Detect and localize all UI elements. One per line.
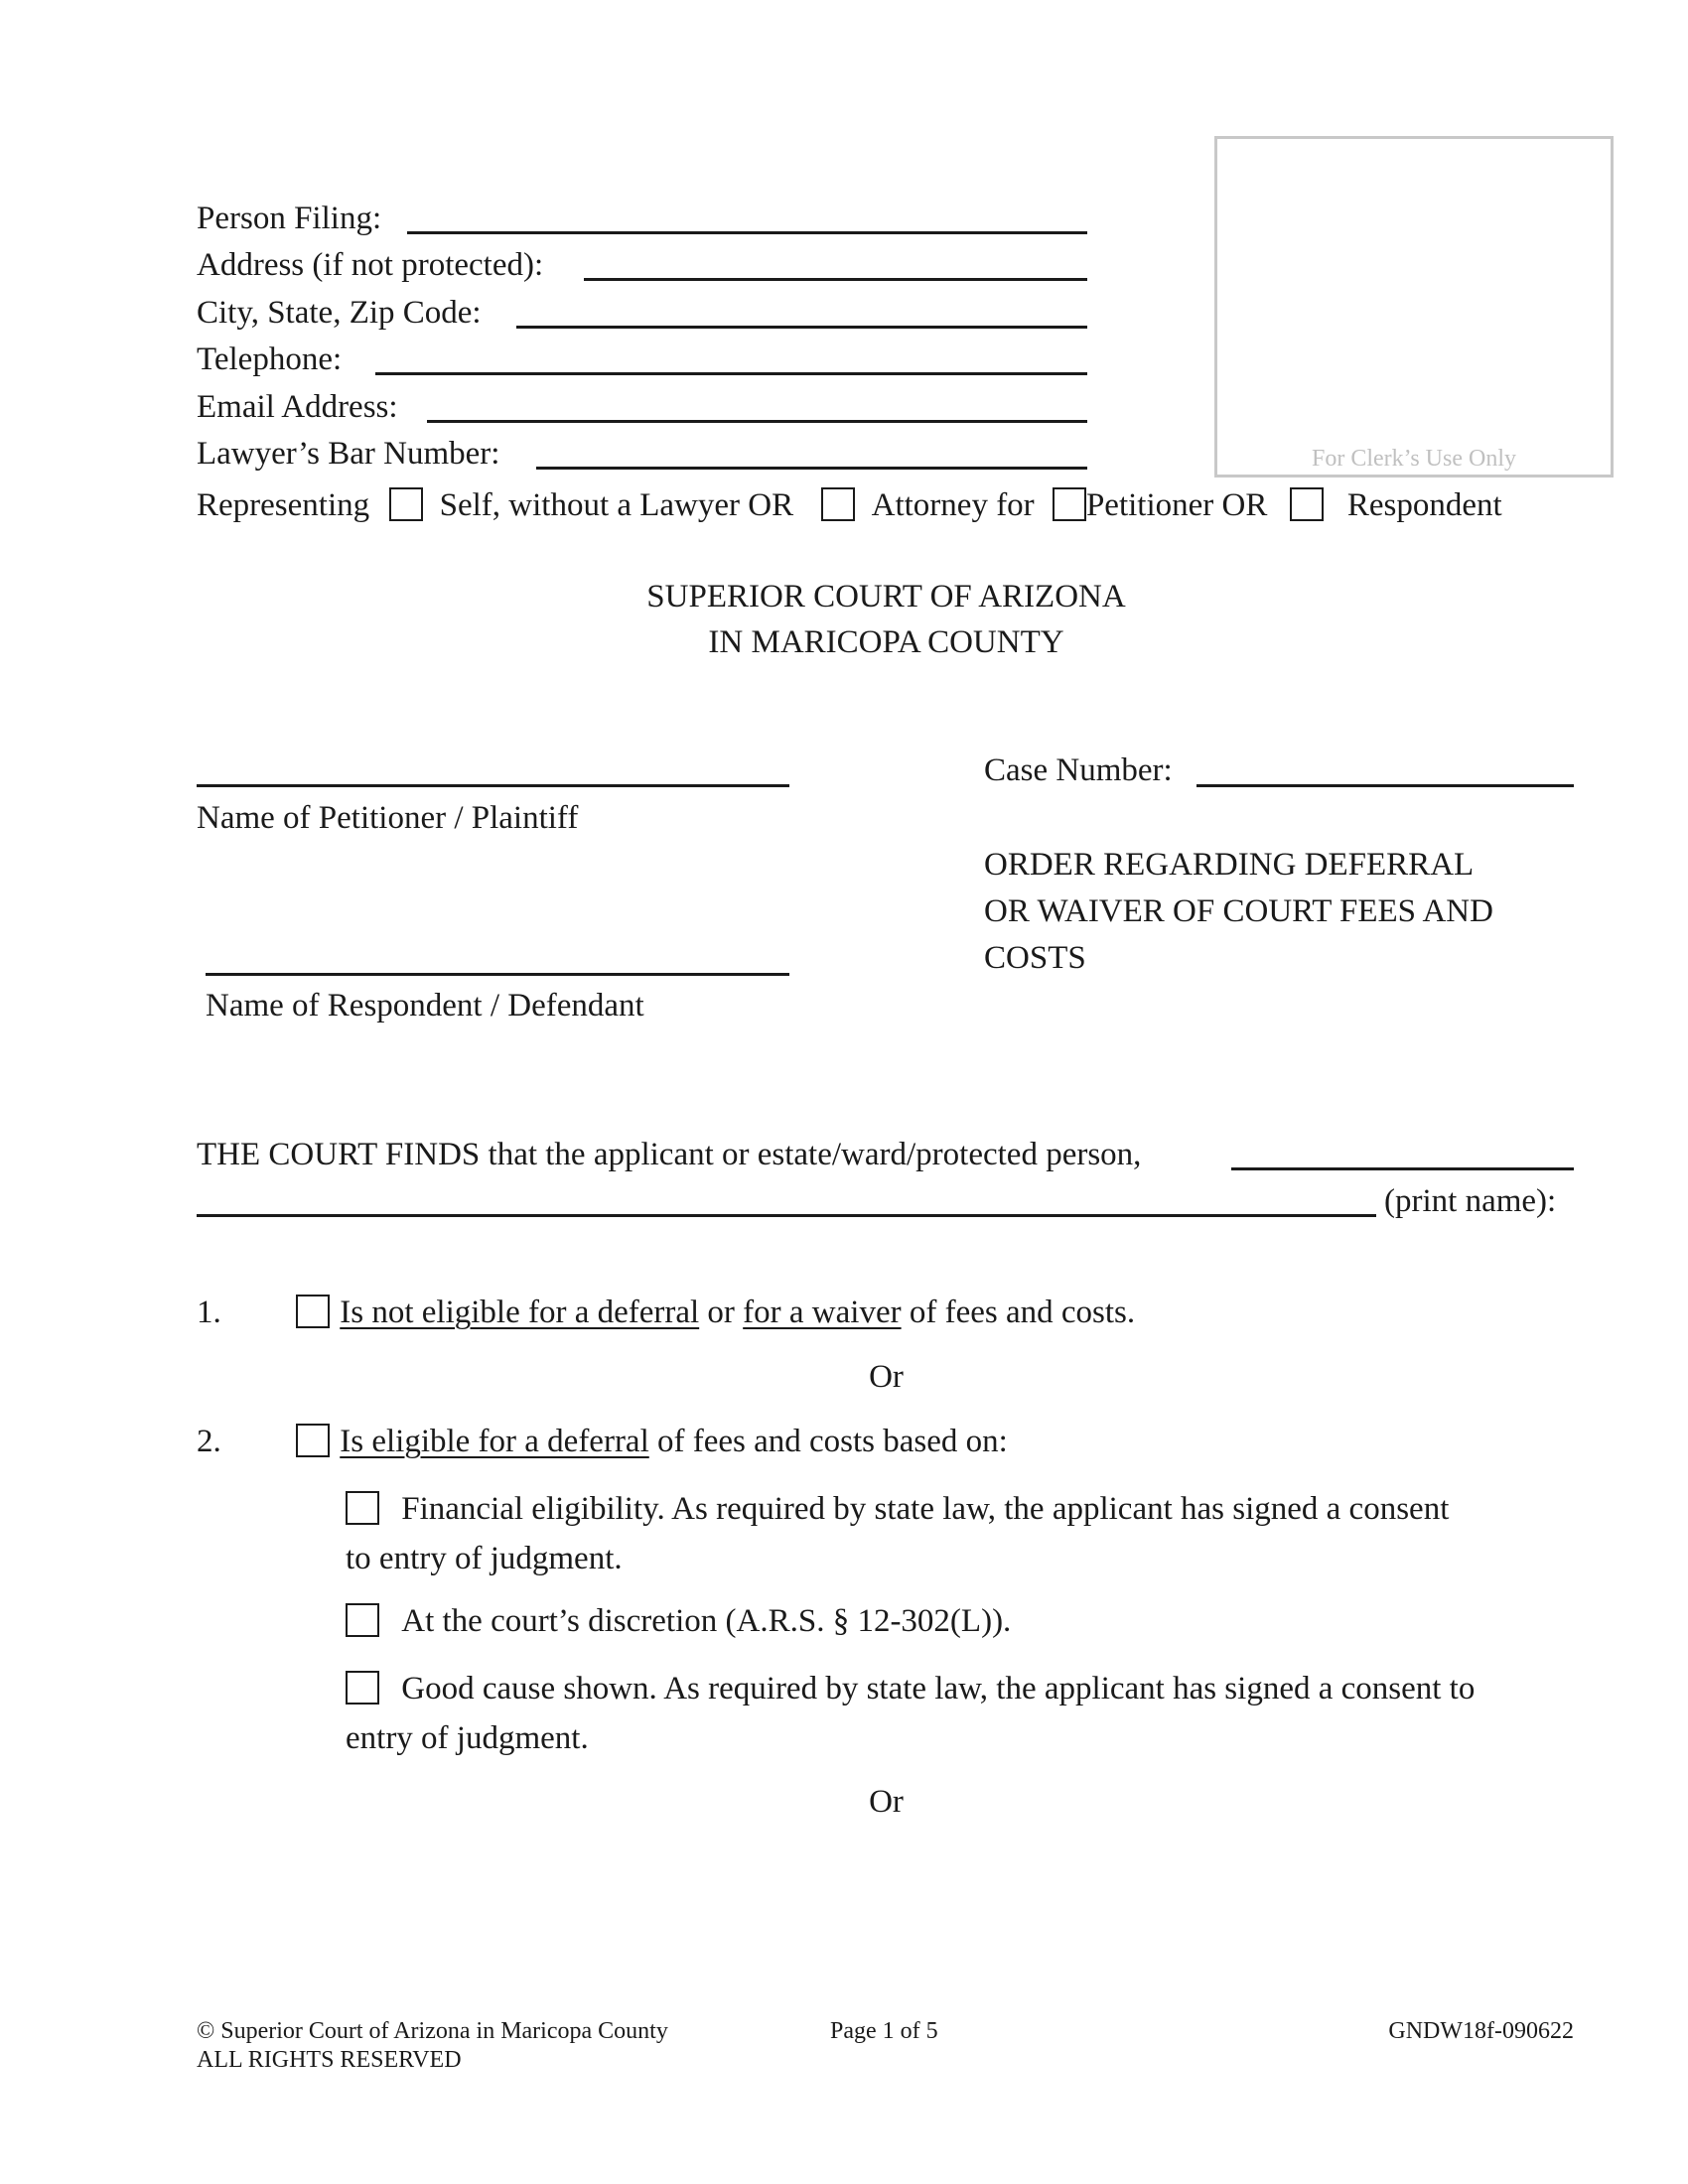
court-name-line1: SUPERIOR COURT OF ARIZONA xyxy=(646,579,1126,614)
financial-eligibility-checkbox[interactable] xyxy=(346,1491,379,1525)
sub-c-row xyxy=(346,1669,1475,1708)
case-number-label: Case Number: xyxy=(984,752,1173,788)
item1-waiver: for a waiver xyxy=(743,1295,902,1330)
rep-respondent-checkbox[interactable] xyxy=(1290,487,1324,521)
item2-rest: of fees and costs based on: xyxy=(648,1424,1008,1459)
clerk-use-box xyxy=(1214,136,1614,478)
email-field[interactable] xyxy=(427,420,1087,423)
petitioner-name-field[interactable] xyxy=(197,784,789,787)
sub-a-row xyxy=(346,1489,1449,1529)
sub-c-line2: entry of judgment. xyxy=(346,1720,589,1756)
person-filing-label: Person Filing: xyxy=(197,201,382,236)
rep-attorney-checkbox[interactable] xyxy=(821,487,855,521)
applicant-name-field-b[interactable] xyxy=(197,1214,1376,1217)
address-field[interactable] xyxy=(584,278,1087,281)
footer-rights: ALL RIGHTS RESERVED xyxy=(197,2047,462,2073)
document-title-line2: OR WAIVER OF COURT FEES AND xyxy=(984,893,1493,929)
rep-attorney-label: Attorney for xyxy=(871,487,1035,523)
petitioner-label: Name of Petitioner / Plaintiff xyxy=(197,800,579,836)
good-cause-checkbox[interactable] xyxy=(346,1671,379,1705)
representing-label: Representing xyxy=(197,487,370,523)
item1-checkbox[interactable] xyxy=(296,1295,330,1328)
city-state-zip-field[interactable] xyxy=(516,326,1087,329)
or-separator-2: Or xyxy=(869,1784,904,1820)
case-number-field[interactable] xyxy=(1196,784,1574,787)
applicant-name-field-a[interactable] xyxy=(1231,1167,1574,1170)
print-name-label: (print name): xyxy=(1384,1183,1557,1219)
sub-c-line1: Good cause shown. As required by state law, the applicant has signed a consent to xyxy=(401,1671,1476,1706)
rep-self-checkbox[interactable] xyxy=(389,487,423,521)
item2-eligible-deferral: Is eligible for a deferral xyxy=(340,1424,649,1459)
footer-form-code: GNDW18f-090622 xyxy=(1388,2018,1574,2044)
item1-or: or xyxy=(699,1295,744,1330)
bar-number-field[interactable] xyxy=(536,467,1087,470)
item1-not-eligible-deferral: Is not eligible for a deferral xyxy=(340,1295,700,1330)
respondent-name-field[interactable] xyxy=(206,973,789,976)
findings-intro: THE COURT FINDS that the applicant or estate/ward/protected person, xyxy=(197,1137,1142,1172)
court-discretion-checkbox[interactable] xyxy=(346,1603,379,1637)
footer-copyright: © Superior Court of Arizona in Maricopa County xyxy=(197,2018,668,2044)
item2-checkbox[interactable] xyxy=(296,1424,330,1457)
rep-petitioner-checkbox[interactable] xyxy=(1053,487,1086,521)
email-label: Email Address: xyxy=(197,389,398,425)
document-title-line3: COSTS xyxy=(984,940,1086,976)
item2-number: 2. xyxy=(197,1424,221,1459)
sub-b-text: At the court’s discretion (A.R.S. § 12-302(L)). xyxy=(401,1603,1012,1639)
bar-number-label: Lawyer’s Bar Number: xyxy=(197,436,500,472)
sub-a-line1: Financial eligibility. As required by state law, the applicant has signed a consent xyxy=(401,1491,1450,1527)
rep-petitioner-label: Petitioner OR xyxy=(1085,487,1268,523)
footer-page-number: Page 1 of 5 xyxy=(830,2018,938,2044)
person-filing-field[interactable] xyxy=(407,231,1087,234)
or-separator-1: Or xyxy=(869,1359,904,1395)
telephone-label: Telephone: xyxy=(197,341,343,377)
sub-b-row xyxy=(346,1601,1011,1641)
rep-respondent-label: Respondent xyxy=(1346,487,1502,523)
address-label: Address (if not protected): xyxy=(197,247,544,283)
document-title-line1: ORDER REGARDING DEFERRAL xyxy=(984,847,1475,883)
item2-row xyxy=(296,1422,1008,1461)
item1-rest: of fees and costs. xyxy=(901,1295,1136,1330)
clerk-use-label: For Clerk’s Use Only xyxy=(1312,446,1516,472)
court-name-line2: IN MARICOPA COUNTY xyxy=(708,624,1064,660)
item1-number: 1. xyxy=(197,1295,221,1330)
representing-row xyxy=(197,485,1502,525)
telephone-field[interactable] xyxy=(375,372,1087,375)
rep-self-label: Self, without a Lawyer OR xyxy=(439,487,794,523)
respondent-label: Name of Respondent / Defendant xyxy=(206,988,644,1024)
sub-a-line2: to entry of judgment. xyxy=(346,1541,623,1576)
item1-row xyxy=(296,1293,1135,1332)
city-state-zip-label: City, State, Zip Code: xyxy=(197,295,482,331)
